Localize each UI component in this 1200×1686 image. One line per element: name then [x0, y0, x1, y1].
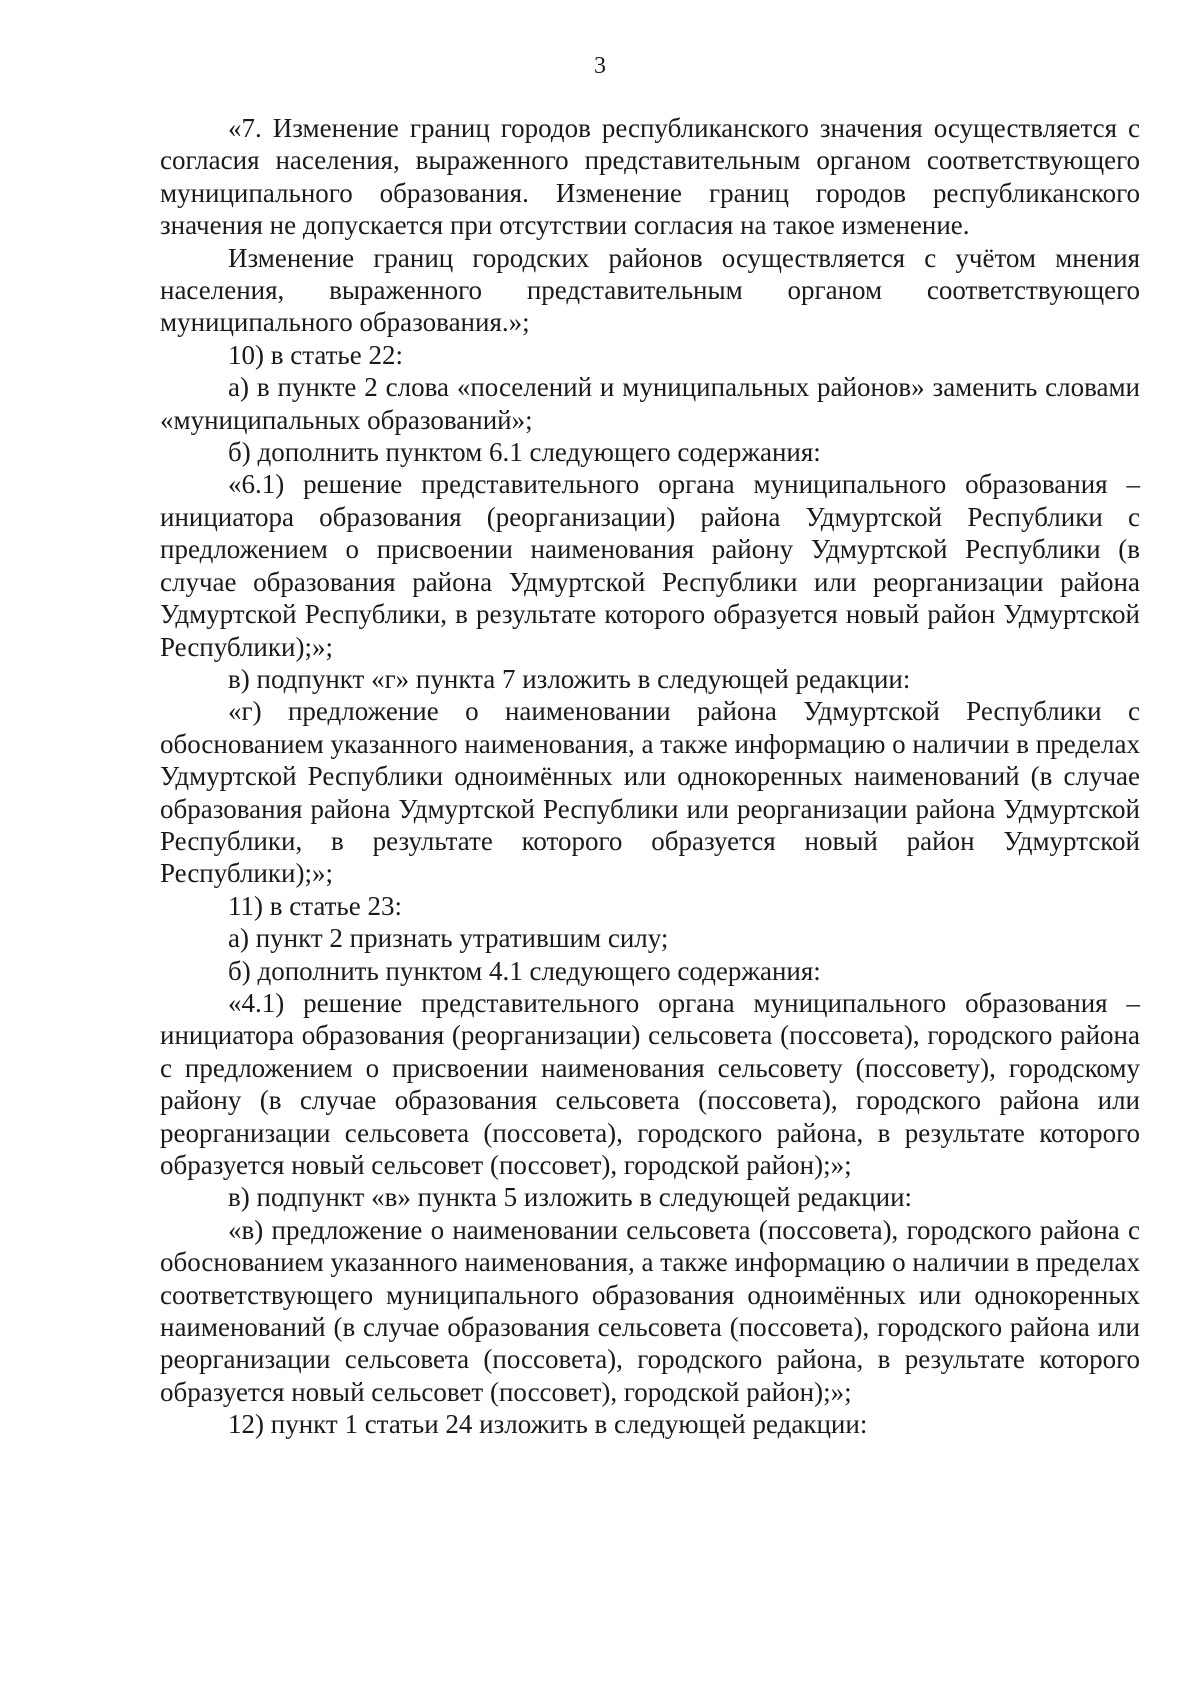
paragraph-item-10b: б) дополнить пунктом 6.1 следующего содержания:	[228, 437, 821, 468]
paragraph-item-11b: б) дополнить пунктом 4.1 следующего содержания:	[228, 955, 821, 986]
paragraph-subitem-g: «г) предложение о наименовании района Удмуртской Республики с обоснованием указанного наименования, а также информацию о наличии в пределах Удмуртской Республики одноимённых или однокоренных наименований (в случае образования района Удмуртской Республики или реорганизации района Удмуртской Республики, в результате которого образуется новый район Удмуртской Республики);»;	[160, 696, 1140, 889]
paragraph-4-1: «4.1) решение представительного органа муниципального образования – инициатора образования (реорганизации) сельсовета (поссовета), городского района с предложением о присвоении наименования сельсовету (поссовету), городскому району (в случае образования сельсовета (поссовета), городского района или реорганизации сельсовета (поссовета), городского района, в результате которого образуется новый сельсовет (поссовет), городской район);»;	[160, 987, 1140, 1180]
paragraph-item-11v: в) подпункт «в» пункта 5 изложить в следующей редакции:	[228, 1182, 913, 1213]
document-body	[160, 112, 1140, 1441]
paragraph-subitem-v: «в) предложение о наименовании сельсовета (поссовета), городского района с обоснованием указанного наименования, а также информацию о наличии в пределах соответствующего муниципального образования одноимённых или однокоренных наименований (в случае образования сельсовета (поссовета), городского района или реорганизации сельсовета (поссовета), городского района, в результате которого образуется новый сельсовет (поссовет), городской район);»;	[160, 1214, 1140, 1407]
paragraph-city-districts-borders: Изменение границ городских районов осуществляется с учётом мнения населения, выраженного представительным органом соответствующего муниципального образования.»;	[160, 242, 1140, 338]
paragraph-7-city-borders: «7. Изменение границ городов республиканского значения осуществляется с согласия населения, выраженного представительным органом соответствующего муниципального образования. Изменение границ городов республиканского значения не допускается при отсутствии согласия на такое изменение.	[160, 113, 1140, 241]
paragraph-item-10a: а) в пункте 2 слова «поселений и муниципальных районов» заменить словами «муниципальных образований»;	[160, 372, 1140, 435]
paragraph-6-1: «6.1) решение представительного органа муниципального образования – инициатора образования (реорганизации) района Удмуртской Республики с предложением о присвоении наименования району Удмуртской Республики (в случае образования района Удмуртской Республики или реорганизации района Удмуртской Республики, в результате которого образуется новый район Удмуртской Республики);»;	[160, 469, 1140, 662]
paragraph-item-10v: в) подпункт «г» пункта 7 изложить в следующей редакции:	[228, 663, 911, 694]
page-number: 3	[594, 53, 606, 79]
paragraph-item-11a: а) пункт 2 признать утратившим силу;	[228, 923, 669, 954]
paragraph-item-12: 12) пункт 1 статьи 24 изложить в следующей редакции:	[228, 1409, 868, 1440]
paragraph-item-10: 10) в статье 22:	[228, 339, 403, 370]
paragraph-item-11: 11) в статье 23:	[228, 890, 402, 921]
